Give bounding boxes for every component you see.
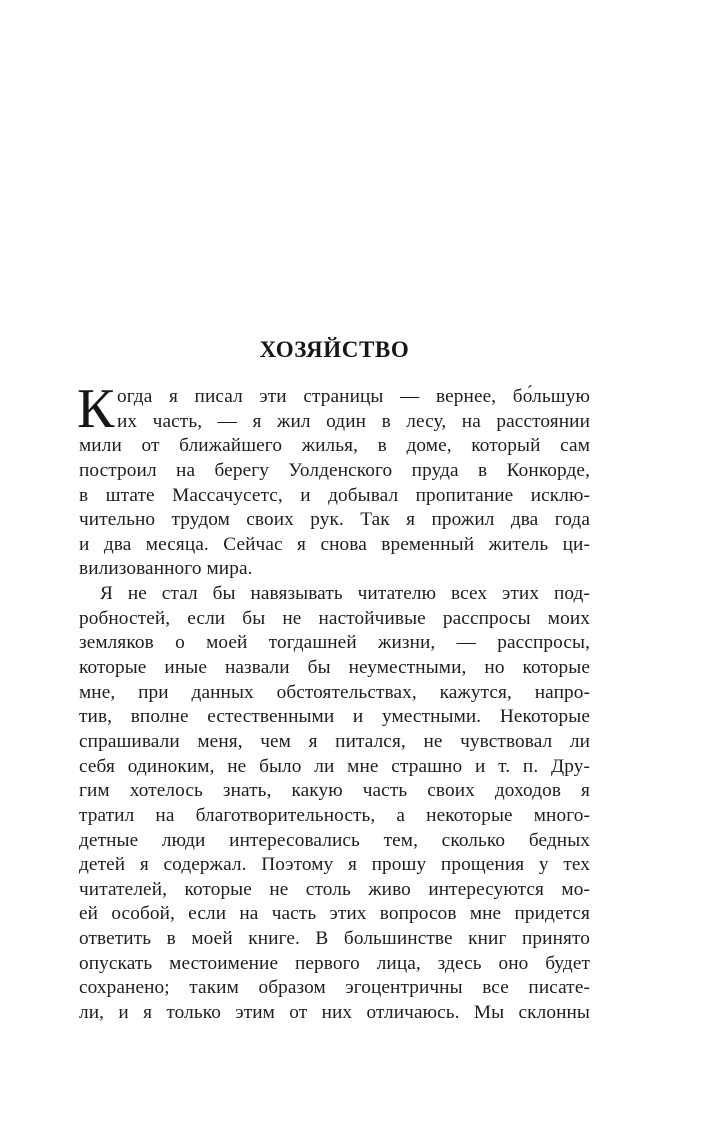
text-line: себя одиноким, не было ли мне страшно и т. п. Дру-	[79, 755, 590, 777]
text-line: тив, вполне естественными и уместными. Некоторые	[79, 706, 590, 728]
text-line: огда я писал эти страницы — вернее, бо́льшую	[117, 386, 590, 407]
text-line: ли, и я только этим от них отличаюсь. Мы склонны	[79, 1002, 590, 1024]
text-line: в штате Массачусетс, и добывал пропитание исклю-	[79, 484, 590, 506]
text-line: детные люди интересовались тем, сколько бедных	[79, 829, 590, 851]
text-line: читателей, которые не столь живо интересуются мо-	[79, 878, 590, 900]
text-block	[79, 338, 590, 1026]
text-line: ответить в моей книге. В большинстве книг принято	[79, 928, 590, 950]
text-line: тратил на благотворительность, а некоторые много-	[79, 804, 590, 826]
text-line: сохранено; таким образом эгоцентричны все писате-	[79, 977, 590, 999]
text-line: мили от ближайшего жилья, в доме, который сам	[79, 435, 590, 457]
text-line: гим хотелось знать, какую часть своих доходов я	[79, 780, 590, 802]
paragraph	[77, 378, 590, 582]
text-line: земляков о моей тогдашней жизни, — расспросы,	[79, 632, 590, 654]
text-line: ей особой, если на часть этих вопросов мне придется	[79, 903, 590, 925]
text-line: их часть, — я жил один в лесу, на расстоянии	[117, 410, 590, 432]
text-line: спрашивали меня, чем я питался, не чувствовал ли	[79, 730, 590, 752]
body-text	[77, 378, 590, 1026]
chapter-title: ХОЗЯЙСТВО	[259, 337, 410, 362]
text-line: Я не стал бы навязывать читателю всех этих под-	[100, 583, 590, 605]
text-line: опускать местоимение первого лица, здесь оно будет	[79, 952, 590, 974]
text-line: мне, при данных обстоятельствах, кажутся, напро-	[79, 681, 590, 703]
text-line: чительно трудом своих рук. Так я прожил два года	[79, 509, 590, 531]
drop-cap: К	[77, 378, 115, 440]
text-line: робностей, если бы не настойчивые расспросы моих	[79, 607, 590, 629]
text-line: вилизованного мира.	[79, 558, 253, 580]
text-line: построил на берегу Уолденского пруда в Конкорде,	[79, 459, 590, 481]
text-line: которые иные назвали бы неуместными, но которые	[79, 657, 590, 679]
text-line: детей я содержал. Поэтому я прошу прощения у тех	[79, 854, 590, 876]
paragraph	[79, 582, 590, 1026]
text-line: и два месяца. Сейчас я снова временный житель ци-	[79, 533, 590, 555]
